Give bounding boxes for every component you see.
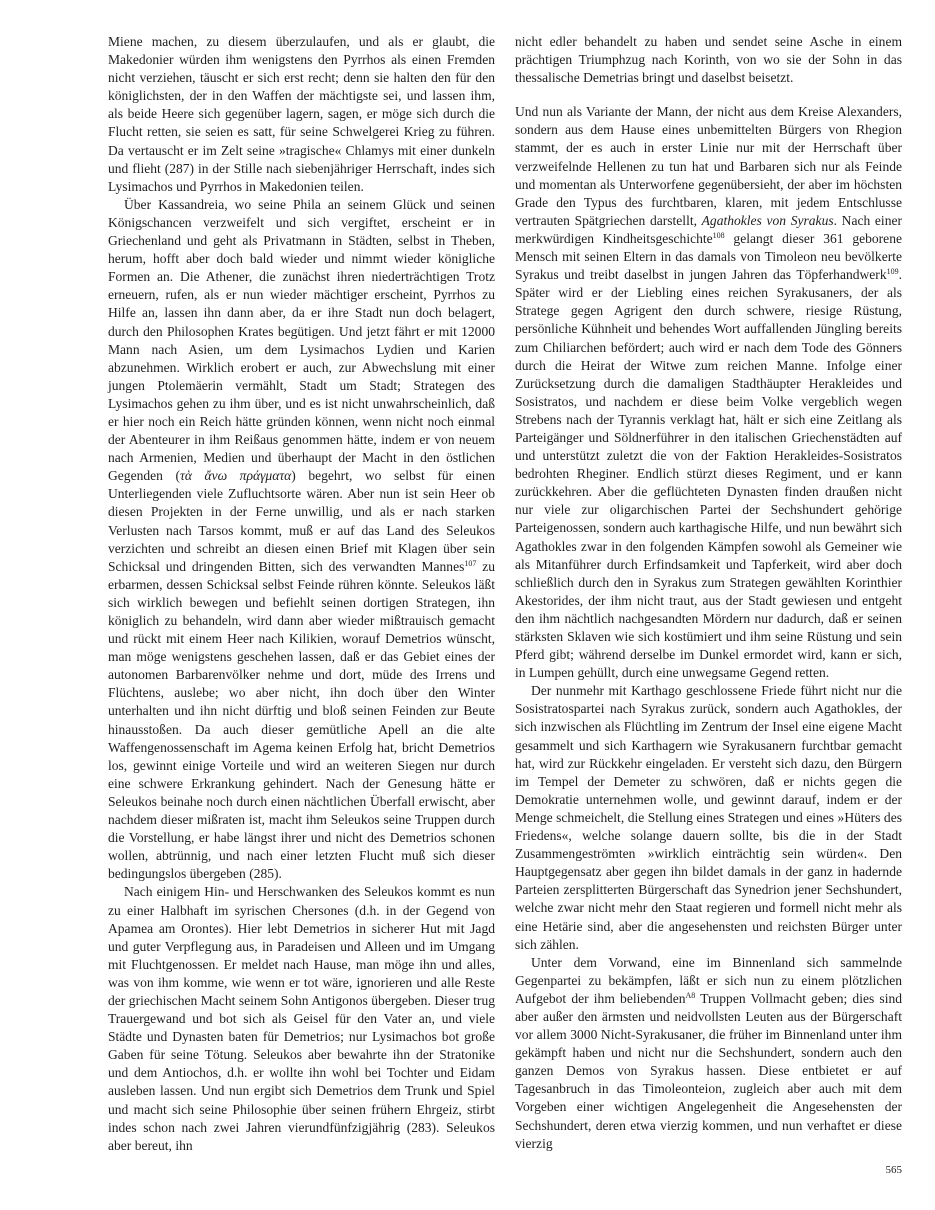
paragraph — [108, 33, 495, 196]
paragraph — [108, 196, 495, 884]
paragraph — [108, 883, 495, 1154]
paragraph-text: . Nach einer merkwürdigen Kindheitsgeschichte — [515, 212, 902, 246]
paragraph-text: . Später wird er der Liebling eines reichen Syrakusaners, der als Stratege gegen Agrigent den durch schwere, riesige Rüstung, persönliche Kühnheit und behendes Wort auffallenden Jüngling bereits zum Chiliarchen befördert; auch wird er nach dem Tode des Gönners durch die Heirat der Witwe zum reichen Manne. Infolge einer Zurücksetzung durch die damaligen Stadthäupter Herakleides und Sosistratos, und nachdem er diese beim Volke vergeblich wegen Strebens nach der Tyrannis verklagt hat, hält er sich eine Zeitlang als Parteigänger und Söldnerführer in den italischen Griechenstädten auf und unterstützt zuletzt die von der Faktion Herakleides-Sosistratos bedrohten Rheginer. Endlich stürzt dieses Regiment, und er kann zurückkehren. Aber die geflüchteten Dynasten finden draußen nicht nur viele zur oligarchischen Partei der Sechshundert gehörige Parteigenossen, sondern auch karthagische Hilfe, und nun bewährt sich Agathokles zwar in den folgenden Kämpfen sowohl als Gemeiner wie als Mitanführer durch Erfindsamkeit und Tapferkeit, wird aber doch schließlich durch den in Syrakus zum Strategen gewählten Korinthier Akestorides, der ihm nicht traut, aus der Stadt gewiesen und entgeht den ihm nächtlich nachgesandten Mördern nur dadurch, daß er seinen stärksten Sklaven wie sich kostümiert und ihm seine Rüstung und sein Pferd gibt; während derselbe im Dunkel ermordet wird, kann er sich, in Lumpen gehüllt, durch eine unwegsame Gegend retten. — [515, 267, 902, 681]
paragraph-text: Nach einigem Hin- und Herschwanken des Seleukos kommt es nun zu einer Halbhaft im syrischen Chersones (d.h. in der Gegend von Apamea am Orontes). Hier lebt Demetrios in sicherer Hut mit Jagd und guter Verpflegung aus, in Paradeisen und Alleen und im Umgang mit Fluchtgenossen. Er meldet nach Hause, man möge ihn und alles, was von ihm komme, wie wenn er tot wäre, ignorieren und alle Reste der griechischen Macht seinem Sohn Antigonos übergeben. Dieser trug Trauergewand und bot sich als Geisel für den Vater an, und viele Städte und Dynasten baten für Demetrios; nur Lysimachos bot große Gaben für seine Tötung. Seleukos aber bewahrte ihn der Stratonike und dem Antiochos, d.h. er wollte ihn wohl bei Tochter und Eidam ausleben lassen. Und nun ergibt sich Demetrios dem Trunk und Spiel und macht sich seine Philosophie über seinen frühern Ehrgeiz, stirbt indes schon nach zwei Jahren vierundfünfzigjährig (283). Seleukos aber bereut, ihn — [108, 884, 495, 1153]
paragraph-text: ) begehrt, wo selbst für einen Unterliegenden viele Zufluchtsorte wären. Aber nun ist sein Heer ob diesen Projekten in der Ferne unwillig, und als er nach starken Verlusten nach Tarsos kommt, muß er auf das Land des Seleukos verzichten und schreibt an diesen einen Brief mit Klagen über sein Schicksal und dringenden Bitten, sich des verwandten Mannes — [108, 468, 496, 574]
paragraph-text: Truppen Vollmacht geben; dies sind aber außer den ärmsten und neidvollsten Leuten aus der Bürgerschaft vor allem 3000 Nicht-Syrakusaner, die früher im Binnenland unter ihm gekämpft haben und nicht nur die Sechshundert, sondern auch den ganzen Demos von Syrakus hassen. Diese entbietet er auf Tagesanbruch in das Timoleonteion, zugleich aber auch mit dem Vorgeben einer wichtigen Angelegenheit die Angesehensten der Sechshundert, deren etwa vierzig kommen, und nun verhaftet er diese vierzig — [515, 990, 902, 1151]
page-number: 565 — [885, 1164, 902, 1176]
paragraph-text: Miene machen, zu diesem überzulaufen, und als er glaubt, die Makedonier würden ihm wenigstens den Pyrrhos als einen Fremden nicht verziehen, täuscht er sich erst recht; denn sie halten den für den königlichsten, der in den Waffen der mächtigste sei, und lassen ihm, als beide Heere sich gegenüber lagern, sagen, er möge sich durch die Flucht retten, sie seien es satt, für seine Schwelgerei Krieg zu führen. Da vertauscht er im Zelt seine »tragische« Chlamys mit einer dunkeln und flieht (287) in der Stille nach siebenjähriger Herrschaft, indes sich Lysimachos und Pyrrhos in Makedonien teilen. — [108, 34, 495, 194]
paragraph — [515, 33, 902, 87]
paragraph — [515, 103, 902, 682]
paragraph-text: Unter dem Vorwand, eine im Binnenland sich sammelnde Gegenpartei zu bekämpfen, läßt er sich nun zu einem plötzlichen Aufgebot der ihm beliebenden — [515, 954, 902, 1006]
footnote-marker: 107 — [464, 558, 477, 568]
italic-name: Agathokles von Syrakus — [701, 212, 834, 228]
greek-phrase: τὰ ἄνω πράγματα — [179, 468, 292, 484]
footnote-marker: A8 — [685, 990, 696, 1000]
book-page — [108, 33, 902, 1183]
left-column — [108, 33, 495, 1155]
paragraph-text: nicht edler behandelt zu haben und sendet seine Asche in einem prächtigen Triumphzug nach Korinth, von wo sie der Sohn in das thessalische Demetrias bringt und daselbst beisetzt. — [515, 34, 902, 86]
paragraph-text: zu erbarmen, dessen Schicksal selbst Feinde rühren könnte. Seleukos läßt sich wirklich bewegen und befiehlt seinen dortigen Strategen, ihn königlich zu behandeln, wird dann aber wieder mißtrauisch gemacht und rückt mit einem Heer nach Kilikien, worauf Demetrios wünscht, man möge wenigstens geschehen lassen, daß er das Gebiet eines der autonomen Barbarenvölker nehme und dort, müde des Irrens und Flüchtens, auslebe; wo aber nicht, ihn doch über den Winter unterhalten und ihn nicht dürftig und bloß seinen Feinden zur Beute hinausstoßen. Da auch dieser gemütliche Apell an die alte Waffengenossenschaft im Agema keinen Erfolg hat, bricht Demetrios los, gewinnt einige Vorteile und wird an weiteren Siegen nur durch eine schwere Erkrankung gehindert. Nach der Genesung hätte er Seleukos beinahe noch durch einen nächtlichen Überfall erwischt, aber nachdem dieser mißraten ist, macht ihm Seleukos seine Truppen durch die Vorstellung, er habe längst ihrer und nicht des Demetrios schonen wollen, abtrünnig, und nach einer letzten Flucht muß sich dieser bedingungslos übergeben (285). — [108, 558, 495, 882]
paragraph-text: gelangt dieser 361 geborene Mensch mit seinen Eltern in das damals von Timoleon neu bevölkerte Syrakus und treibt daselbst in jungen Jahren das Töpferhandwerk — [515, 230, 902, 283]
paragraph — [515, 682, 902, 953]
paragraph-text: Und nun als Variante der Mann, der nicht aus dem Kreise Alexanders, sondern aus dem Hause eines unbemittelten Bürgers von Rhegion stammt, der es auch in erster Linie nur mit der Herrschaft über verzweifelnde Hellenen zu tun hat und Barbaren sich nur als Feinde und momentan als Unterworfene gegenübersieht, der aber im höchsten Grade den Typus des furchtbaren, klaren, mit jedem Entschlusse vertrauten Spätgriechen darstellt, — [515, 104, 902, 228]
right-column — [515, 33, 902, 1153]
paragraph — [515, 954, 902, 1153]
footnote-marker: 109 — [886, 267, 899, 277]
footnote-marker: 108 — [712, 230, 725, 240]
paragraph-text: Über Kassandreia, wo seine Phila an seinem Glück und seinen Königschancen verzweifelt und sich vergiftet, erscheint er in Griechenland und geht als Privatmann in Städten, selbst in Theben, herum, hofft aber doch bald wieder und nimmt wieder königliche Formen an. Die Athener, die zunächst ihren niederträchtigen Trotz erneuern, rufen, als er nun wieder mächtiger erscheint, Pyrrhos zu Hilfe an, lassen ihn dann aber, da er ihre Stadt nun doch belagert, durch den Philosophen Krates begütigen. Und jetzt fährt er mit 12000 Mann nach Asien, um dem Lysimachos Lydien und Karien abzunehmen. Wirklich erobert er auch, zur Abwechslung mit einer jungen Ptolemäerin vermählt, Stadt um Stadt; Strategen des Lysimachos gehen zu ihm über, und es ist nicht unwahrscheinlich, daß er hier noch ein Reich hätte gründen können, wenn nicht noch einmal der Abenteurer in ihm Reißaus genommen hätte, indem er von neuem nach Armenien, Medien und überhaupt der Macht in den östlichen Gegenden ( — [108, 196, 495, 484]
paragraph-text: Der nunmehr mit Karthago geschlossene Friede führt nicht nur die Sosistratospartei nach Syrakus zurück, sondern auch Agathokles, der sich inzwischen als Flüchtling im Zentrum der Insel eine eigene Macht gesammelt und sich Karthagern wie Syrakusanern furchtbar gemacht hat, wird zur Rückkehr eingeladen. Er versteht sich dazu, den Bürgern im Tempel der Demeter zu schwören, daß er nichts gegen die Demokratie unternehmen wolle, und gewinnt darauf, indem er der Menge schmeichelt, die Stellung eines Strategen und eines »Hüters des Friedens«, welche solange dauern sollte, bis die in der Stadt Zusammengeströmten »wirklich einträchtig sein würden«. Den Hauptgegensatz aber gegen ihn bildet damals in der ganz in hadernde Parteien zersplitterten Bürgerschaft das Synedrion jener Sechshundert, welche zwar nicht mehr den Staat regieren und formell nicht mehr als eine Hetärie sind, aber die angesehensten und reichsten Bürger unter sich zählen. — [515, 683, 902, 952]
